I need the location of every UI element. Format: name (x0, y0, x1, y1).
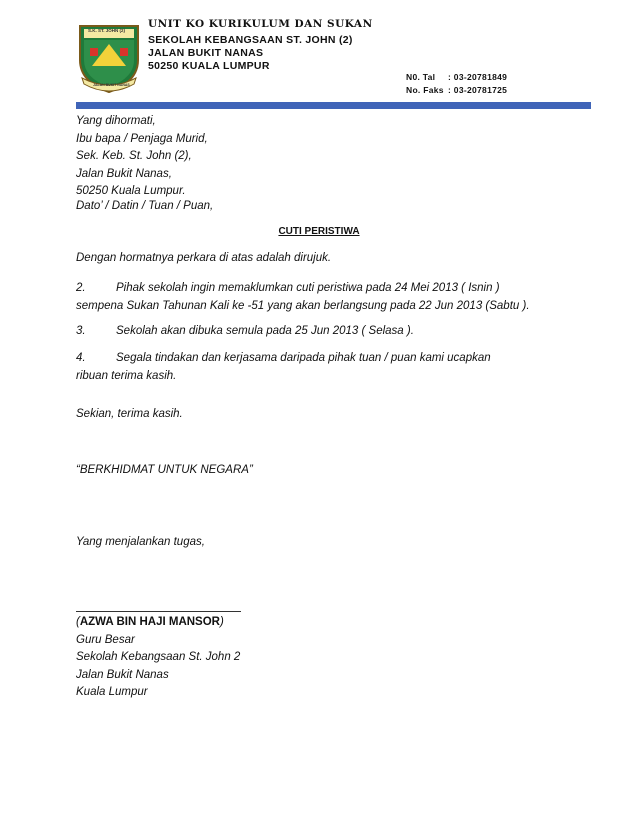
intro-paragraph: Dengan hormatnya perkara di atas adalah dirujuk. (76, 252, 332, 264)
paragraph-text-continued: sempena Sukan Tahunan Kali ke -51 yang akan berlangsung pada 22 Jun 2013 (Sabtu ). (76, 299, 530, 312)
recipient-line-1: Yang dihormati, (76, 115, 156, 127)
school-address-1: JALAN BUKIT NANAS (148, 47, 264, 59)
signatory-organisation: Sekolah Kebangsaan St. John 2 (76, 651, 241, 663)
closing-line: Sekian, terima kasih. (76, 408, 183, 420)
signatory-name: AZWA BIN HAJI MANSOR (79, 616, 220, 628)
signatory-block (76, 614, 596, 702)
signatory-role: Guru Besar (76, 633, 135, 646)
paragraph-text-continued: ribuan terima kasih. (76, 369, 177, 382)
recipient-line-3: Sek. Keb. St. John (2), (76, 150, 192, 162)
paragraph-text: Sekolah akan dibuka semula pada 25 Jun 2013 ( Selasa ). (116, 325, 414, 337)
signatory-name-line (76, 614, 596, 632)
school-crest-logo (76, 20, 142, 96)
unit-title: UNIT KO KURIKULUM DAN SUKAN (148, 18, 373, 30)
header-divider-bar (76, 102, 591, 109)
letter-subject: CUTI PERISTIWA (278, 226, 360, 237)
paragraph-2 (76, 280, 596, 315)
paragraph-number: 3. (76, 325, 86, 337)
name-open-paren: ( (76, 616, 80, 628)
paragraph-text: Segala tindakan dan kerjasama daripada pihak tuan / puan kami ucapkan (116, 352, 491, 364)
recipient-line-5: 50250 Kuala Lumpur. (76, 185, 186, 197)
tel-value: : 03-20781849 (448, 72, 508, 82)
paragraph-4 (76, 350, 596, 385)
recipient-line-4: Jalan Bukit Nanas, (76, 167, 172, 180)
logo-text-bottom: JALAN BUKIT NANAS (93, 83, 130, 87)
name-close-paren: ) (219, 616, 224, 628)
signature-line (76, 611, 241, 612)
motto: “BERKHIDMAT UNTUK NEGARA” (76, 464, 253, 476)
signatory-address-1: Jalan Bukit Nanas (76, 668, 169, 681)
telephone-line (406, 71, 507, 83)
salutation: Dato’ / Datin / Tuan / Puan, (76, 200, 214, 212)
sign-off: Yang menjalankan tugas, (76, 536, 205, 548)
paragraph-number: 4. (76, 352, 86, 364)
school-address-2: 50250 KUALA LUMPUR (148, 60, 270, 72)
fax-label: No. Faks (406, 85, 444, 95)
recipient-line-2: Ibu bapa / Penjaga Murid, (76, 132, 208, 145)
paragraph-text: Pihak sekolah ingin memaklumkan cuti peristiwa pada 24 Mei 2013 ( Isnin ) (116, 282, 500, 294)
tel-label: N0. Tal (406, 72, 436, 82)
fax-line (406, 84, 507, 96)
paragraph-3 (76, 323, 596, 341)
fax-value: : 03-20781725 (448, 85, 508, 95)
signatory-address-2: Kuala Lumpur (76, 686, 148, 698)
paragraph-number: 2. (76, 282, 86, 294)
logo-text-top: S.K. ST. JOHN (2) (88, 28, 126, 33)
school-name: SEKOLAH KEBANGSAAN ST. JOHN (2) (148, 34, 353, 46)
recipient-block (76, 113, 596, 201)
